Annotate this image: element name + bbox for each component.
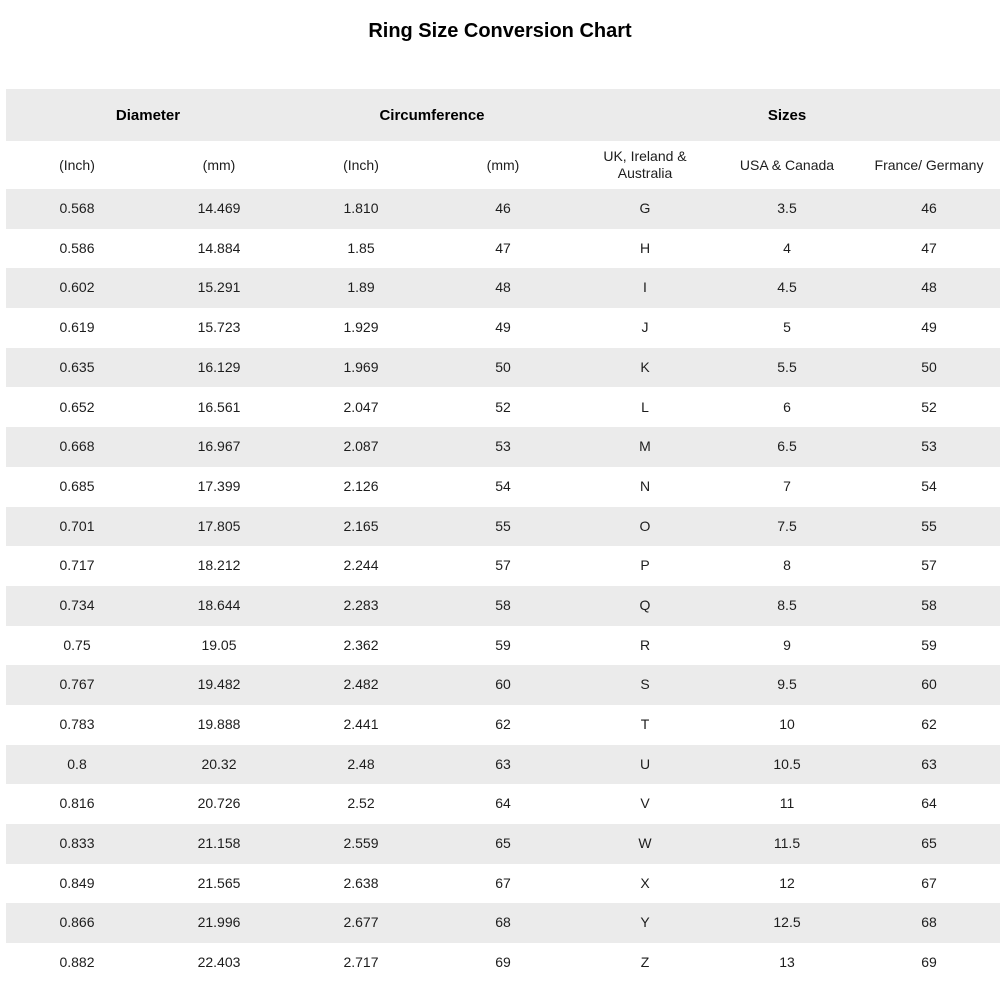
table-cell: P bbox=[640, 557, 650, 574]
column-header-diameter-inch bbox=[6, 156, 148, 174]
table-cell: M bbox=[639, 438, 651, 455]
table-cell: 0.882 bbox=[59, 954, 95, 971]
table-cell: 0.75 bbox=[63, 636, 91, 653]
table-cell: 15.291 bbox=[197, 279, 241, 296]
title-area bbox=[0, 0, 1000, 89]
table-cell: 2.126 bbox=[343, 477, 379, 494]
table-cell: 3.5 bbox=[777, 200, 797, 217]
table-cell: 13 bbox=[779, 954, 795, 971]
table-cell: 69 bbox=[495, 954, 511, 971]
table-cell: 0.685 bbox=[59, 477, 95, 494]
table-cell: 59 bbox=[921, 636, 937, 653]
table-cell: 62 bbox=[921, 716, 937, 733]
table-cell: H bbox=[639, 239, 651, 256]
table-cell: 59 bbox=[495, 636, 511, 653]
table-cell: 4.5 bbox=[777, 279, 797, 296]
table-row bbox=[6, 229, 1000, 269]
table-cell: 54 bbox=[921, 477, 937, 494]
group-header-row bbox=[6, 89, 1000, 141]
table-cell: 11 bbox=[779, 795, 795, 812]
table-row bbox=[6, 745, 1000, 785]
table-cell: V bbox=[640, 795, 650, 812]
column-header-france-germany bbox=[858, 156, 1000, 174]
table-row bbox=[6, 824, 1000, 864]
table-row bbox=[6, 546, 1000, 586]
table-cell: 65 bbox=[495, 835, 511, 852]
column-header-uk-ireland-australia bbox=[574, 148, 716, 183]
column-header-circumference-mm bbox=[432, 156, 574, 174]
table-cell: 63 bbox=[495, 755, 511, 772]
table-cell: Q bbox=[639, 596, 651, 613]
table-cell: J bbox=[641, 319, 649, 336]
table-row bbox=[6, 903, 1000, 943]
table-row bbox=[6, 268, 1000, 308]
ring-size-conversion-table bbox=[6, 89, 1000, 983]
table-cell: 48 bbox=[495, 279, 511, 296]
table-cell: 55 bbox=[921, 517, 937, 534]
table-cell: 49 bbox=[495, 319, 511, 336]
table-cell: X bbox=[640, 874, 650, 891]
table-cell: 21.158 bbox=[197, 835, 241, 852]
table-cell: 2.047 bbox=[343, 398, 379, 415]
table-cell: 2.441 bbox=[343, 716, 379, 733]
table-cell: 19.05 bbox=[201, 636, 237, 653]
table-cell: 2.717 bbox=[343, 954, 379, 971]
table-cell: 6 bbox=[783, 398, 791, 415]
table-cell: 0.652 bbox=[59, 398, 95, 415]
table-cell: 62 bbox=[495, 716, 511, 733]
table-cell: R bbox=[639, 636, 651, 653]
table-cell: N bbox=[639, 477, 651, 494]
table-cell: 6.5 bbox=[777, 438, 797, 455]
table-body bbox=[6, 189, 1000, 983]
column-header-usa-canada bbox=[716, 156, 858, 174]
table-cell: 2.559 bbox=[343, 835, 379, 852]
table-cell: 57 bbox=[921, 557, 937, 574]
table-cell: 10 bbox=[779, 716, 795, 733]
column-header-label: UK, Ireland & Australia bbox=[603, 147, 687, 181]
table-cell: 16.129 bbox=[197, 358, 241, 375]
table-cell: 2.165 bbox=[343, 517, 379, 534]
table-cell: 58 bbox=[921, 596, 937, 613]
table-cell: 18.644 bbox=[197, 596, 241, 613]
table-cell: Y bbox=[640, 914, 650, 931]
table-cell: 67 bbox=[921, 874, 937, 891]
table-cell: 46 bbox=[921, 200, 937, 217]
table-cell: 47 bbox=[921, 239, 937, 256]
table-row bbox=[6, 586, 1000, 626]
table-cell: 2.48 bbox=[347, 755, 375, 772]
table-cell: 8.5 bbox=[777, 596, 797, 613]
table-cell: 57 bbox=[495, 557, 511, 574]
table-cell: 9 bbox=[783, 636, 791, 653]
table-cell: T bbox=[640, 716, 650, 733]
table-cell: 0.8 bbox=[67, 755, 87, 772]
table-cell: 64 bbox=[921, 795, 937, 812]
column-header-label: (Inch) bbox=[59, 156, 95, 173]
table-cell: 53 bbox=[495, 438, 511, 455]
table-cell: 2.638 bbox=[343, 874, 379, 891]
table-cell: 11.5 bbox=[773, 835, 801, 852]
page-title: Ring Size Conversion Chart bbox=[368, 20, 632, 42]
table-cell: 21.996 bbox=[197, 914, 241, 931]
table-cell: 4 bbox=[783, 239, 791, 256]
table-cell: 2.52 bbox=[347, 795, 375, 812]
table-cell: 68 bbox=[495, 914, 511, 931]
table-cell: 2.362 bbox=[343, 636, 379, 653]
table-row bbox=[6, 467, 1000, 507]
table-cell: 20.32 bbox=[201, 755, 237, 772]
table-row bbox=[6, 784, 1000, 824]
table-cell: 60 bbox=[495, 676, 511, 693]
table-cell: W bbox=[638, 835, 652, 852]
table-cell: 17.399 bbox=[197, 477, 241, 494]
table-row bbox=[6, 189, 1000, 229]
table-cell: 60 bbox=[921, 676, 937, 693]
table-cell: O bbox=[639, 517, 651, 534]
table-cell: 17.805 bbox=[197, 517, 241, 534]
table-cell: 58 bbox=[495, 596, 511, 613]
table-cell: 50 bbox=[921, 358, 937, 375]
table-cell: 2.482 bbox=[343, 676, 379, 693]
group-header-circumference: Circumference bbox=[379, 106, 485, 124]
table-cell: S bbox=[640, 676, 650, 693]
table-cell: 21.565 bbox=[197, 874, 241, 891]
table-cell: 55 bbox=[495, 517, 511, 534]
table-cell: 19.888 bbox=[197, 716, 241, 733]
column-header-row bbox=[6, 141, 1000, 189]
table-cell: 63 bbox=[921, 755, 937, 772]
table-cell: 14.469 bbox=[197, 200, 241, 217]
table-cell: 0.568 bbox=[59, 200, 95, 217]
table-cell: 52 bbox=[921, 398, 937, 415]
table-cell: 0.619 bbox=[59, 319, 95, 336]
column-header-label: (Inch) bbox=[343, 156, 379, 173]
table-row bbox=[6, 665, 1000, 705]
table-cell: 52 bbox=[495, 398, 511, 415]
table-cell: 0.586 bbox=[59, 239, 95, 256]
table-cell: 7.5 bbox=[777, 517, 797, 534]
column-header-circumference-inch bbox=[290, 156, 432, 174]
table-cell: 0.849 bbox=[59, 874, 95, 891]
column-header-label: (mm) bbox=[486, 156, 520, 173]
table-cell: G bbox=[639, 200, 651, 217]
column-header-label: France/ Germany bbox=[874, 156, 984, 173]
table-cell: 0.668 bbox=[59, 438, 95, 455]
table-cell: 0.866 bbox=[59, 914, 95, 931]
table-cell: 14.884 bbox=[197, 239, 241, 256]
table-cell: 12 bbox=[779, 874, 795, 891]
table-row bbox=[6, 348, 1000, 388]
table-cell: U bbox=[639, 755, 651, 772]
table-cell: 19.482 bbox=[197, 676, 241, 693]
table-cell: 0.833 bbox=[59, 835, 95, 852]
table-row bbox=[6, 943, 1000, 983]
table-cell: 0.783 bbox=[59, 716, 95, 733]
table-cell: 22.403 bbox=[197, 954, 241, 971]
table-cell: 10.5 bbox=[773, 755, 801, 772]
group-header-sizes: Sizes bbox=[767, 106, 807, 124]
table-cell: 53 bbox=[921, 438, 937, 455]
table-row bbox=[6, 705, 1000, 745]
table-cell: 1.969 bbox=[343, 358, 379, 375]
table-cell: 16.561 bbox=[197, 398, 241, 415]
table-cell: 65 bbox=[921, 835, 937, 852]
table-cell: 48 bbox=[921, 279, 937, 296]
table-cell: 1.89 bbox=[347, 279, 375, 296]
table-cell: 67 bbox=[495, 874, 511, 891]
column-header-label: USA & Canada bbox=[739, 156, 835, 173]
table-cell: 47 bbox=[495, 239, 511, 256]
table-cell: I bbox=[643, 279, 647, 296]
table-cell: 9.5 bbox=[777, 676, 797, 693]
table-row bbox=[6, 308, 1000, 348]
table-row bbox=[6, 626, 1000, 666]
table-cell: 0.767 bbox=[59, 676, 95, 693]
table-cell: 0.717 bbox=[59, 557, 95, 574]
table-cell: 1.929 bbox=[343, 319, 379, 336]
table-cell: 0.635 bbox=[59, 358, 95, 375]
table-cell: 2.677 bbox=[343, 914, 379, 931]
table-cell: 1.810 bbox=[343, 200, 379, 217]
table-cell: K bbox=[640, 358, 650, 375]
table-row bbox=[6, 387, 1000, 427]
table-row bbox=[6, 864, 1000, 904]
table-row bbox=[6, 427, 1000, 467]
table-cell: 12.5 bbox=[773, 914, 801, 931]
table-cell: 20.726 bbox=[197, 795, 241, 812]
table-cell: 49 bbox=[921, 319, 937, 336]
table-cell: 0.816 bbox=[59, 795, 95, 812]
table-cell: 18.212 bbox=[197, 557, 241, 574]
table-cell: 69 bbox=[921, 954, 937, 971]
table-cell: 54 bbox=[495, 477, 511, 494]
table-cell: 46 bbox=[495, 200, 511, 217]
column-header-diameter-mm bbox=[148, 156, 290, 174]
table-cell: 0.734 bbox=[59, 596, 95, 613]
table-cell: 2.244 bbox=[343, 557, 379, 574]
table-cell: 0.602 bbox=[59, 279, 95, 296]
table-cell: 8 bbox=[783, 557, 791, 574]
column-header-label: (mm) bbox=[202, 156, 236, 173]
table-cell: 64 bbox=[495, 795, 511, 812]
table-cell: 15.723 bbox=[197, 319, 241, 336]
table-cell: 2.283 bbox=[343, 596, 379, 613]
table-row bbox=[6, 507, 1000, 547]
table-cell: 68 bbox=[921, 914, 937, 931]
table-cell: 0.701 bbox=[59, 517, 95, 534]
table-cell: Z bbox=[640, 954, 650, 971]
table-cell: 7 bbox=[783, 477, 791, 494]
table-cell: 5.5 bbox=[777, 358, 797, 375]
table-cell: L bbox=[641, 398, 649, 415]
table-cell: 2.087 bbox=[343, 438, 379, 455]
table-cell: 5 bbox=[783, 319, 791, 336]
group-header-diameter: Diameter bbox=[115, 106, 181, 124]
table-cell: 1.85 bbox=[347, 239, 375, 256]
table-cell: 50 bbox=[495, 358, 511, 375]
table-cell: 16.967 bbox=[197, 438, 241, 455]
